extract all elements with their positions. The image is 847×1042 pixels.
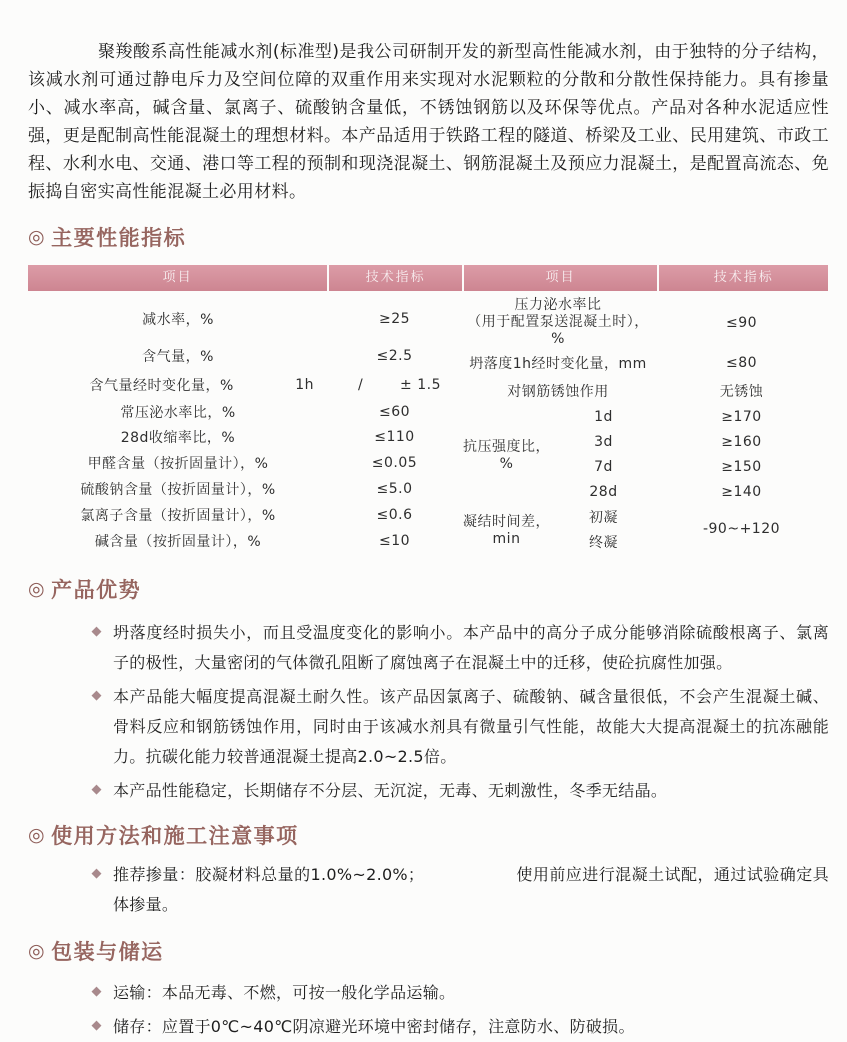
cell-item: 对钢筋锈蚀作用: [507, 384, 609, 400]
cell-value: [328, 372, 461, 399]
cell-value: ≤90: [725, 314, 758, 331]
list-item-text: 本产品性能稳定，长期储存不分层、无沉淀，无毒、无刺激性，冬季无结晶。: [113, 781, 668, 800]
diamond-bullet-icon: ◆: [91, 624, 102, 639]
cell-item: 碱含量（按折固量计），%: [94, 534, 262, 551]
intro-paragraph: 聚羧酸系高性能减水剂(标准型)是我公司研制开发的新型高性能减水剂，由于独特的分子结构，该减水剂可通过静电斥力及空间位障的双重作用来实现对水泥颗粒的分散和分散性保持能力。具有掺量小、减水率高，碱含量、氯离子、硫酸钠含量低，不锈蚀钢筋以及环保等优点。产品对各种水泥适应性强，更是配制高性能混凝土的理想材料。本产品适用于铁路工程的隧道、桥梁及工业、民用建筑、市政工程、水利水电、交通、港口等工程的预制和现浇混凝土、钢筋混凝土及预应力混凝土，是配置高流态、免振捣自密实高性能混凝土必用材料。: [28, 42, 829, 202]
packaging-list: [28, 978, 829, 1042]
section-heading-text: 主要性能指标: [51, 226, 187, 250]
usage-trial-text: 使用前应进行混凝土试配，通过试验确定具体掺量。: [113, 865, 829, 914]
cell-age: 3d: [594, 433, 613, 450]
table-row: [28, 476, 461, 502]
cell-value: ≤60: [378, 403, 411, 420]
section-heading-performance: [28, 222, 829, 252]
list-item: [80, 776, 829, 806]
section-marker-icon: ◎: [28, 824, 47, 846]
header-cell-indicator-right: 技术指标: [659, 265, 828, 291]
table-row: [28, 399, 461, 425]
cell-value: ≥170: [721, 408, 762, 425]
table-row: [28, 502, 461, 528]
cell-item: 坍落度1h经时变化量，mm: [469, 356, 647, 372]
cell-item-time: 1h: [295, 377, 314, 394]
cell-value: ≤0.6: [376, 507, 413, 524]
cell-item-label: 含气量经时变化量，%: [89, 378, 234, 395]
cell-item: [461, 291, 655, 348]
cell-item: 减水率，%: [142, 311, 214, 328]
section-heading-packaging: [28, 936, 829, 966]
cell-value-number: ± 1.5: [400, 377, 441, 394]
cell-value: ≤5.0: [376, 481, 413, 498]
header-cell-indicator-left: 技术指标: [329, 265, 462, 291]
cell-item: 常压泌水率比，%: [120, 404, 236, 421]
cell-group-label: 凝结时间差，min: [463, 514, 550, 547]
section-heading-text: 使用方法和施工注意事项: [51, 824, 299, 848]
list-item: [80, 618, 829, 678]
cell-value: ≤80: [725, 355, 758, 371]
cell-group-label: 抗压强度比，%: [463, 439, 550, 472]
diamond-bullet-icon: ◆: [91, 688, 102, 703]
cell-value: ≤110: [374, 429, 415, 446]
cell-item: 甲醛含量（按折固量计），%: [87, 456, 269, 473]
header-cell-item-left: 项目: [28, 265, 327, 291]
diamond-bullet-icon: ◆: [91, 782, 102, 797]
cell-value: ≤2.5: [376, 348, 413, 365]
table-row: [461, 348, 828, 378]
table-row: [461, 504, 828, 529]
cell-item: 28d收缩率比，%: [120, 430, 236, 447]
list-item-text: 本产品能大幅度提高混凝土耐久性。该产品因氯离子、硫酸钠、碱含量很低，不会产生混凝土碱、骨料反应和钢筋锈蚀作用，同时由于该减水剂具有微量引气性能，故能大大提高混凝土的抗冻融能力。抗碳化能力较普通混凝土提高2.0~2.5倍。: [113, 687, 829, 766]
performance-table-header: [28, 265, 828, 291]
table-row: [28, 450, 461, 476]
list-item: [80, 860, 829, 920]
section-heading-text: 产品优势: [51, 578, 142, 602]
table-row: [28, 528, 461, 554]
diamond-bullet-icon: ◆: [91, 984, 102, 999]
diamond-bullet-icon: ◆: [91, 1018, 102, 1033]
cell-value: ≥140: [721, 483, 762, 500]
cell-item: 硫酸钠含量（按折固量计），%: [80, 482, 276, 499]
usage-dosage-text: 推荐掺量：胶凝材料总量的1.0%~2.0%；: [113, 865, 425, 884]
cell-value: ≥150: [721, 458, 762, 475]
cell-value: ≥160: [721, 433, 762, 450]
performance-table-right: [461, 291, 828, 554]
diamond-bullet-icon: ◆: [91, 866, 102, 881]
list-item: [80, 1012, 829, 1042]
list-item-text: 储存：应置于0℃~40℃阴凉避光环境中密封储存，注意防水、防破损。: [113, 1017, 635, 1036]
table-row: [28, 425, 461, 451]
table-row: [461, 404, 828, 429]
section-heading-usage: [28, 820, 829, 850]
section-marker-icon: ◎: [28, 940, 47, 962]
cell-age: 28d: [589, 483, 618, 500]
cell-sub-label: 初凝: [589, 509, 618, 526]
section-marker-icon: ◎: [28, 578, 47, 600]
advantages-list: [28, 618, 829, 806]
table-row: [461, 378, 828, 404]
cell-value: -90~+120: [702, 521, 781, 537]
list-item-text: [113, 860, 829, 920]
section-heading-advantages: [28, 574, 829, 604]
section-heading-text: 包装与储运: [51, 940, 164, 964]
section-marker-icon: ◎: [28, 226, 47, 248]
performance-table-body: [28, 291, 828, 554]
list-item: [80, 978, 829, 1008]
cell-value: ≤0.05: [371, 455, 418, 472]
cell-value: 无锈蚀: [719, 384, 764, 400]
table-row: [28, 341, 461, 372]
table-row: [28, 372, 461, 399]
cell-age: 7d: [594, 458, 613, 475]
cell-item-line1: 压力泌水率比: [514, 297, 602, 313]
cell-item: 氯离子含量（按折固量计），%: [80, 508, 276, 525]
performance-table-left: [28, 291, 461, 554]
cell-value-slash: /: [358, 377, 364, 394]
list-item-text: 运输：本品无毒、不燃，可按一般化学品运输。: [113, 983, 456, 1002]
list-item: [80, 682, 829, 772]
header-cell-item-right: 项目: [464, 265, 658, 291]
table-row: [461, 291, 828, 348]
list-item-text: 坍落度经时损失小，而且受温度变化的影响小。本产品中的高分子成分能够消除硫酸根离子、氯离子的极性，大量密闭的气体微孔阻断了腐蚀离子在混凝土中的迁移，使砼抗腐性加强。: [113, 623, 829, 672]
cell-value: ≤10: [378, 533, 411, 550]
usage-list: [28, 860, 829, 920]
cell-age: 1d: [594, 408, 613, 425]
cell-sub-label: 终凝: [589, 534, 618, 551]
table-row: [28, 291, 461, 341]
cell-item: [28, 372, 328, 399]
cell-value: ≥25: [378, 310, 411, 327]
cell-item-line2: （用于配置泵送混凝土时），%: [467, 314, 649, 347]
performance-table: [28, 265, 828, 554]
cell-item: 含气量，%: [142, 349, 214, 366]
